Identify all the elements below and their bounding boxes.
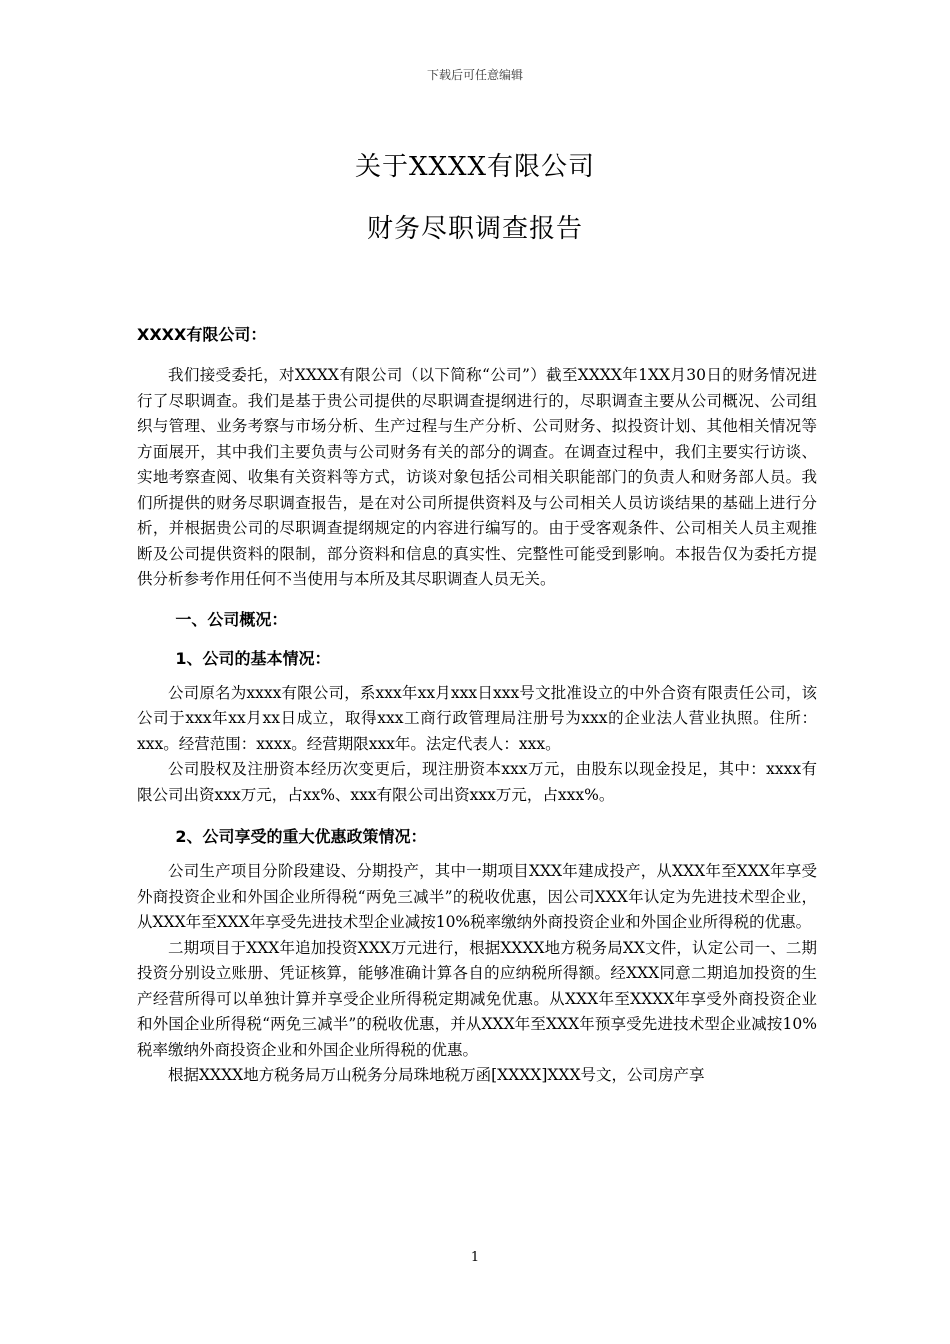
salutation: XXXX有限公司： (137, 325, 267, 344)
policy-paragraph-3: 根据XXXX地方税务局万山税务分局珠地税万函[XXXX]XXX号文，公司房产享 (168, 1066, 705, 1084)
basic-info-paragraph-1: 公司原名为xxxx有限公司，系xxx年xx月xxx日xxx号文批准设立的中外合资有限责任公司，该公司于xxx年xx月xx日成立，取得xxx工商行政管理局注册号为xxx的企业法人营业执照。住所：xxx。经营范围：xxxx。经营期限xxx年。法定代表人：xxx。 (137, 683, 817, 753)
document-title-line-1: 关于XXXX有限公司 (354, 152, 596, 182)
subsection-heading-preferential-policies: 2、公司享受的重大优惠政策情况： (175, 827, 427, 846)
document-title-line-2: 财务尽职调查报告 (366, 214, 583, 244)
policy-paragraph-1: 公司生产项目分阶段建设、分期投产，其中一期项目XXX年建成投产，从XXX年至XXX年享受外商投资企业和外国企业所得税“两免三减半”的税收优惠，因公司XXX年认定为先进技术型企业，从XXX年至XXX年享受先进技术型企业减按10%税率缴纳外商投资企业和外国企业所得税的优惠。 (137, 862, 817, 931)
document-body (137, 322, 817, 1089)
header-note: 下载后可任意编辑 (426, 68, 523, 82)
policy-paragraph-2: 二期项目于XXX年追加投资XXX万元进行，根据XXXX地方税务局XX文件，认定公司一、二期投资分别设立账册、凭证核算，能够准确计算各自的应纳税所得额。经XXX同意二期追加投资的生产经营所得可以单独计算并享受企业所得税定期减免优惠。从XXX年至XXXX年享受外商投资企业和外国企业所得税“两免三减半”的税收优惠，并从XXX年至XXX年预享受先进技术型企业减按10%税率缴纳外商投资企业和外国企业所得税的优惠。 (137, 938, 817, 1059)
section-heading-overview: 一、公司概况： (175, 609, 288, 629)
page-number: 1 (470, 1250, 480, 1265)
intro-paragraph: 我们接受委托，对XXXX有限公司（以下简称“公司”）截至XXXX年1XX月30日的财务情况进行了尽职调查。我们是基于贵公司提供的尽职调查提纲进行的，尽职调查主要从公司概况、公司组织与管理、业务考察与市场分析、生产过程与生产分析、公司财务、拟投资计划、其他相关情况等方面展开，其中我们主要负责与公司财务有关的部分的调查。在调查过程中，我们主要实行访谈、实地考察查阅、收集有关资料等方式，访谈对象包括公司相关职能部门的负责人和财务部人员。我们所提供的财务尽职调查报告，是在对公司所提供资料及与公司相关人员访谈结果的基础上进行分析，并根据贵公司的尽职调查提纲规定的内容进行编写的。由于受客观条件、公司相关人员主观推断及公司提供资料的限制，部分资料和信息的真实性、完整性可能受到影响。本报告仅为委托方提供分析参考作用任何不当使用与本所及其尽职调查人员无关。 (137, 366, 817, 588)
subsection-heading-basic-info: 1、公司的基本情况： (175, 648, 331, 668)
basic-info-paragraph-2: 公司股权及注册资本经历次变更后，现注册资本xxx万元，由股东以现金投足，其中：xxxx有限公司出资xxx万元，占xx%、xxx有限公司出资xxx万元，占xxx%。 (137, 760, 817, 804)
